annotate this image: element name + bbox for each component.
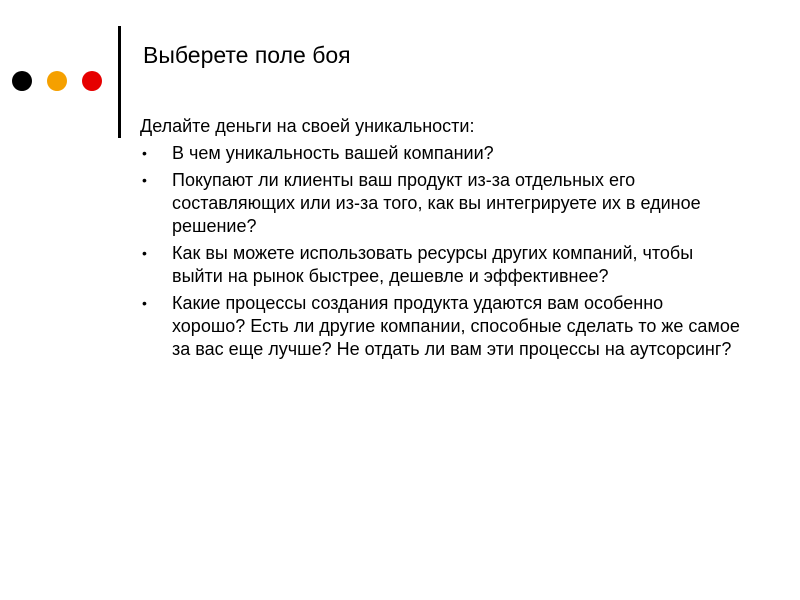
- bullet-text: Какие процессы создания продукта удаются вам особенно хорошо? Есть ли другие компании, способные сделать то же самое за вас еще лучше? Не отдать ли вам эти процессы на аутсорсинг?: [172, 293, 740, 359]
- slide-content: [140, 115, 740, 365]
- bullet-marker: •: [142, 245, 147, 261]
- orange-dot: [47, 71, 67, 91]
- title-divider-line: [118, 26, 121, 138]
- black-dot: [12, 71, 32, 91]
- bullet-item: [140, 169, 740, 238]
- bullet-marker: •: [142, 145, 147, 161]
- slide-title: Выберете поле боя: [143, 42, 351, 68]
- bullet-text: В чем уникальность вашей компании?: [172, 143, 494, 163]
- intro-text: Делайте деньги на своей уникальности:: [140, 116, 475, 136]
- bullet-item: [140, 292, 740, 361]
- bullet-marker: •: [142, 172, 147, 188]
- bullet-list: [140, 142, 740, 361]
- bullet-text: Покупают ли клиенты ваш продукт из-за отдельных его составляющих или из-за того, как вы интегрируете их в единое решение?: [172, 170, 701, 236]
- bullet-item: [140, 242, 740, 288]
- bullet-marker: •: [142, 295, 147, 311]
- red-dot: [82, 71, 102, 91]
- bullet-text: Как вы можете использовать ресурсы других компаний, чтобы выйти на рынок быстрее, дешевле и эффективнее?: [172, 243, 694, 286]
- bullet-item: [140, 142, 740, 165]
